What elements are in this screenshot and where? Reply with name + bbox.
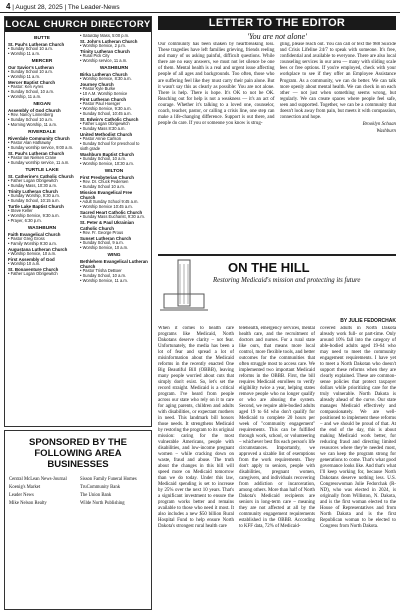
service-line: • Pastor Trisha DeBoer <box>80 268 122 274</box>
town-heading: RIVERDALE <box>28 129 56 135</box>
service-line: • Worship Service 10:45 a.m. <box>80 204 133 210</box>
church-name: Augustana Lutheran Church <box>8 246 68 252</box>
church-name: Birka Lutheran Church <box>80 72 128 78</box>
service-line: • Sunday School 10 a.m. <box>80 184 125 190</box>
article-column-1: When it comes to health care programs like Medicaid, North Dakotans deserve clarity – not fear. Unfortunately, the media has been a lot of fear and spread a lot of misinformation about the Medicaid reforms in the recently enacted One Big Beautiful Bill (OBBB), leaving many people worried about cuts that simply don't exist. So, let's set the record straight. Medicaid is a critical program. I've heard from people across our state who rely on it to care for aging parents, children and adults with disabilities, or expectant mothers in need. This landmark bill honors those needs. It strengthens Medicaid by restoring the program to its original mission: caring for the most vulnerable Americans, people with disabilities, and low-income pregnant women – while cracking down on waste, fraud and abuse. The truth about the changes in this bill will speed more on Medicaid tomorrow than we do today. Under this law, Medicaid spending is set to increase by 25% over the next 10 years. That's a significant investment to ensure the program works better and remains available to those who need it most. It also includes a new $50 billion Rural Hospital Fund to help ensure North Dakota's strongest rural health care <box>158 326 234 529</box>
town-heading: NEGAN <box>33 101 51 107</box>
service-line: • Family Worship 9:30 a.m. <box>8 240 57 246</box>
service-line: • Worship Service, 10 a.m. <box>80 244 129 250</box>
service-line: • Sunday Mass Eucharist, 9:30 a.m. <box>80 214 145 220</box>
town-heading: WASHBURN <box>27 225 57 231</box>
church-name: First Lutheran Church <box>80 97 127 103</box>
church-directory-column-1 <box>8 34 76 284</box>
service-line: • Worship Service, 9:30 a.m. <box>80 106 132 112</box>
service-line: • Father Logan Obrigewitch <box>8 178 58 184</box>
on-the-hill-body <box>158 326 396 610</box>
service-line: • Sunday School 10 a.m. <box>8 46 53 52</box>
service-line: • Rev. Fr. George Prous <box>80 229 124 235</box>
service-line: • Worship 10 a.m. <box>8 261 41 267</box>
sponsor-column-2 <box>80 476 147 508</box>
church-name: United Methodist Church <box>80 132 133 138</box>
service-line: • Pastor Ian Nielsen Crane <box>8 155 57 161</box>
service-line: • Pastor Alan Hathaway <box>8 140 51 146</box>
sponsor-business: Sisson Family Funeral Homes <box>80 477 137 482</box>
church-name: Assembly of God Church <box>8 107 61 113</box>
town-heading: MERCER <box>31 59 53 65</box>
page-header <box>0 0 400 13</box>
church-name: St. Paul's Lutheran Church <box>8 150 65 156</box>
service-line: • Sunday Mass, 10:30 a.m. <box>8 183 57 189</box>
service-line: • 10 A.M. Worship Service <box>80 91 128 97</box>
service-line: • Sunday School, 10 a.m. <box>80 273 127 279</box>
service-line: • Worship Service, 8:30 a.m. <box>80 76 132 82</box>
article-column-2: telehealth, emergency services, mental health care, and the recruitment of doctors and nurses. For a rural state like ours, that means more local control, more flexible tools, and better outcomes for the communities that often struggle most to access care. We implemented two important Medicaid reforms in the OBBB. First, the bill requires Medicaid enrollees to verify eligibility twice a year, helping states remove people who no longer qualify or who are abusing the system. Second, we require able-bodied adults aged 19 to 64 who don't qualify for Medicaid to complete 20 hours per week of "community engagement" requirements. This can be fulfilled through work, school, or volunteering – whichever best fits each person's life circumstances. Importantly, we approved a sizable list of exemptions from the work requirements. They don't apply to seniors, people with disabilities, pregnant women, caregivers, and individuals recovering from addiction or incarceration, among others. More than half of North Dakota's Medicaid recipients are seniors in long-term care – meaning they are not affected at all by the community engagement requirements established in the OBBB. According to KFF data, 72% of Medicaid- <box>239 326 315 529</box>
service-line: • Pastor Kyle Burke <box>80 86 116 92</box>
church-directory <box>4 16 152 427</box>
service-line: • Worship Service, 10 a.m. <box>8 251 57 257</box>
town-heading: BUTTE <box>34 36 50 41</box>
service-line: • Pastor Paul Hoesger <box>80 101 121 107</box>
sponsor-business: TruCommunity Bank <box>80 485 121 490</box>
letter-signature-town: Washburn <box>376 129 396 135</box>
service-line: • Sunday School, 10:45 a.m. <box>80 111 132 117</box>
service-line: • Father Logan Obrigewitch <box>80 121 130 127</box>
church-name: St. Edwin's Catholic Church <box>80 117 139 123</box>
town-heading: TURTLE LAKE <box>25 167 59 173</box>
service-line: • Sunday School, 10:15 a.m. <box>8 198 60 204</box>
church-directory-title: LOCAL CHURCH DIRECTORY <box>5 19 151 30</box>
church-name: First Presbyterian Church <box>80 175 134 181</box>
service-line: • Morning Worship, 11 a.m. <box>8 121 58 127</box>
on-the-hill-title: ON THE HILL <box>228 260 310 275</box>
letter-body <box>158 42 396 250</box>
church-name: Sunset Lutheran Church <box>80 235 132 241</box>
service-line: • Sunday worship service, 11 a.m. <box>8 160 70 165</box>
sponsor-business: The Union Bank <box>80 493 112 498</box>
service-line: • Worship 11 a.m. <box>8 51 40 57</box>
church-name: Faith Evangelical Church <box>8 231 61 237</box>
service-line: • Sunday Mass 8:30 a.m. <box>80 126 126 132</box>
sponsor-business: Leader News <box>9 493 34 498</box>
service-line: • Worship Service, 9:30 a.m. <box>8 213 60 219</box>
letter-column-1: Our community has been shaken by heartbreaking loss. These tragedies have left families grieving, friends reeling and many of us asking painful, difficult questions. While there are no easy answers, we must not let silence be one of them. Mental health is a real and urgent issue affecting people of all ages and backgrounds. Too often, those who are suffering feel like they must carry their pain alone. But it wasn't say this as clearly as possible: You are not alone. There is help. There is hope. It's OK to not be OK. Reaching out for help is not a weakness — it's an act of courage. Whether it's talking to a loved one, counselor, coach, teacher, pastor, or calling a crisis line, one step can make a life-changing difference. Support is out there, and people do care. If you or someone you know is strug- <box>158 42 275 127</box>
letter-column-2-text: gling, please reach out. You can call or text the 988 Suicide and Crisis Lifeline 24/7 to speak with someone. It's free, confidential and available to everyone. There are also local counseling services in our area — many with sliding scale fees or free options. If you're employed, check with your workplace to see if they offer an Employee Assistance Program. As a community, we can do better. We can talk more openly about mental health. We can check in on each other — not just when something seems wrong, but regularly. We can create spaces where people feel safe, seen and supported. Together, we can be a community that doesn't look away from pain, but meets it with compassion, connection and hope. <box>279 42 396 121</box>
service-line: • Pastor: Ken Ayres <box>8 84 44 90</box>
page-number: 4 <box>6 2 11 11</box>
church-name: Trinity Lutheran Church <box>8 188 58 194</box>
church-name: Mercer Baptist Church <box>8 80 56 86</box>
town-heading: WILTON <box>104 169 124 175</box>
sponsor-business: Central McLean News-Journal <box>9 477 67 482</box>
church-name: Riverdale Community Church <box>8 135 70 141</box>
church-name: Journey Church <box>80 82 114 88</box>
letter-heading: LETTER TO THE EDITOR <box>158 16 396 30</box>
article-column-3: covered adults in North Dakota already work full- or part-time. Only around 10% fall into the category of able-bodied adults aged 19-64 who may need to meet the community engagement requirements. I have yet to meet a North Dakotan who doesn't support these reforms when they are clearly explained. These are common-sense policies that protect taxpayer dollars while prioritizing care for the truly vulnerable. North Dakota is already ahead of the curve. Our state manages Medicaid effectively and compassionately. We are well-positioned to implement these reforms – and we should be proud of that. At the end of the day, this is about making Medicaid work better, for reducing fraud and directing limited resources where they're needed most, we can keep the program strong for generations to come. That's what good governance looks like. And that's what I'll keep working for, because North Dakotans deserve nothing less. U.S. Congresswoman Julie Fedorchak (R-ND), who was elected in 2024, is originally from Williston, N. Dakota, and is the first woman elected to the House of Representatives and from North Dakota and is the first Republican woman to be elected to Congress from North Dakota. <box>320 326 396 529</box>
letter-column-2 <box>280 42 397 250</box>
service-line: • Sunday School 10 a.m. <box>8 117 53 123</box>
sponsor-title: SPONSORED BY THE FOLLOWING AREA BUSINESSES <box>28 437 127 470</box>
service-line: • Father Logan Obrigewitch <box>8 271 58 277</box>
church-name: Sacred Heart Catholic Church <box>80 210 143 216</box>
page-date-paper: | August 28, 2025 | The Leader-News <box>12 4 120 11</box>
service-line: • Sunday School for preschool to sixth grade <box>80 141 140 152</box>
letter-subheading: 'You are not alone' <box>247 32 307 41</box>
church-name: First Assembly of God <box>8 256 55 262</box>
sponsor-business: Wilde North Publishing <box>80 501 125 506</box>
service-line: • Rev. Dr. Chuck Pedersen <box>80 179 129 185</box>
church-name: St. John's Lutheran Church <box>80 38 138 44</box>
service-line: • Worship Service, 11 a.m. <box>80 277 128 283</box>
church-name: Our Savior's Lutheran <box>8 65 54 71</box>
sponsor-business: Mike Nelson Realty <box>9 501 47 506</box>
church-name: St. Catherine's Catholic Church <box>8 173 74 179</box>
service-line: • Sunday School, 9 a.m. <box>80 239 124 245</box>
service-line: • Sunday Worship, 9:30 a.m. <box>8 193 60 199</box>
church-name: Bethlehem Evangelical Lutheran Church <box>80 258 148 269</box>
service-line: • Worship Service, 2 p.m. <box>80 43 126 49</box>
service-line: • Pastor Annie Carlson <box>80 136 122 142</box>
church-name: Trinity Lutheran Church <box>80 49 130 55</box>
church-name: Turtle Lake Baptist Church <box>8 203 64 209</box>
service-line: • Sunday School 10 a.m. <box>8 69 53 75</box>
letter-signature: Brooklyn Schaan <box>362 122 396 128</box>
service-line: • Prayer, 6:30 p.m. <box>8 217 42 223</box>
town-heading: WASHBURN <box>99 66 129 72</box>
church-name: St. Paul's Lutheran Church <box>8 42 65 47</box>
service-line: • Rural Pick City <box>80 53 110 59</box>
town-heading: WING <box>107 252 121 258</box>
church-name: Mission Evangelical Free Church <box>80 190 133 201</box>
service-line: • Pastor Greg Gross <box>8 236 45 242</box>
church-name: St. Bonaventure Church <box>8 267 59 273</box>
service-line: • Worship service, 11 a.m. <box>80 58 128 64</box>
service-line: • Steve Keller <box>8 208 33 214</box>
church-name: St. Peter & Paul Ukrainian Catholic Church <box>80 220 134 231</box>
on-the-hill-header <box>158 254 396 316</box>
sponsor-box <box>4 430 152 610</box>
church-name: Washburn Baptist Church <box>80 152 134 158</box>
service-line: • Worship Service, 10:30 a.m. <box>80 161 134 167</box>
church-directory-column-2 <box>80 34 148 284</box>
service-line: • Worship, 11 a.m. <box>8 94 42 100</box>
sponsor-column-1 <box>9 476 76 508</box>
article-byline: BY JULIE FEDORCHAK <box>340 318 396 324</box>
service-line: • Saturday Mass, 5:00 p.m. <box>80 34 130 38</box>
service-line: • Sunday School, 10 a.m. <box>8 89 55 95</box>
service-line: • Rev. Nancy Linnenberg <box>8 112 54 118</box>
service-line: • Sunday School, 10 a.m. <box>80 156 127 162</box>
service-line: • Worship 11 a.m. <box>8 74 40 80</box>
service-line: • Sunday worship service, 9:00 a.m. <box>8 144 74 150</box>
sponsor-business: Koenig's Market <box>9 485 41 490</box>
service-line: • Adult Sunday School 9:45 a.m. <box>80 199 139 205</box>
on-the-hill-subtitle: Restoring Medicaid's mission and protecting its future <box>213 277 361 284</box>
